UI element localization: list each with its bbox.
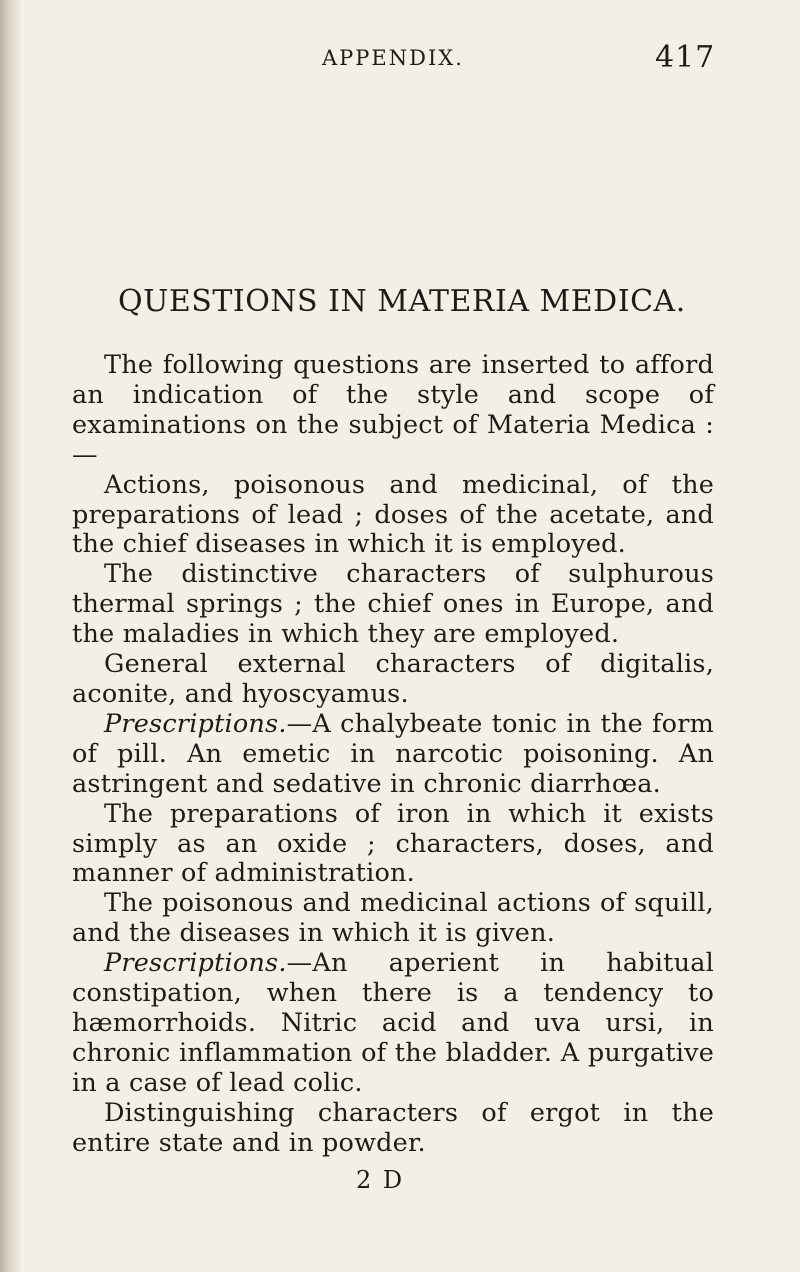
page-number: 417 bbox=[655, 40, 716, 75]
paragraph bbox=[72, 1099, 714, 1159]
paragraph bbox=[72, 351, 714, 471]
paragraph-text: —A chalybeate tonic in the form of pill. An emetic in narcotic poisoning. An astringent and sedative in chronic diarrhœa. bbox=[72, 708, 714, 799]
paragraph-lead: Prescriptions. bbox=[104, 948, 287, 979]
signature-mark: 2 D bbox=[356, 1166, 405, 1194]
section-title: QUESTIONS IN MATERIA MEDICA. bbox=[118, 284, 686, 319]
paragraph-text: General external characters of digitalis, aconite, and hyoscyamus. bbox=[72, 649, 714, 709]
paragraph-text: —An aperient in habitual constipation, when there is a tendency to hæmorrhoids. Nitric acid and uva ursi, in chronic inflammation of the bladder. A purgative in a case of lead colic. bbox=[72, 948, 714, 1098]
paragraph bbox=[72, 650, 714, 710]
paragraph bbox=[72, 471, 714, 561]
paragraph bbox=[72, 800, 714, 890]
page-edge-shadow bbox=[0, 0, 22, 1272]
paragraph bbox=[72, 889, 714, 949]
paragraph-text: Actions, poisonous and medicinal, of the preparations of lead ; doses of the acetate, and the chief diseases in which it is employed. bbox=[72, 469, 714, 560]
paragraph-text: The following questions are inserted to afford an indication of the style and scope of examinations on the subject of Materia Medica :— bbox=[72, 350, 714, 470]
paragraph bbox=[72, 949, 714, 1099]
paragraph-text: The distinctive characters of sulphurous thermal springs ; the chief ones in Europe, and the maladies in which they are employed. bbox=[72, 559, 714, 650]
paragraph-text: Distinguishing characters of ergot in the entire state and in powder. bbox=[72, 1097, 714, 1158]
body-text bbox=[72, 351, 714, 1158]
paragraph bbox=[72, 710, 714, 800]
running-head: APPENDIX. bbox=[322, 46, 464, 70]
paragraph bbox=[72, 560, 714, 650]
paragraph-lead: Prescriptions. bbox=[104, 708, 287, 739]
paragraph-text: The poisonous and medicinal actions of squill, and the diseases in which it is given. bbox=[72, 888, 714, 949]
paragraph-text: The preparations of iron in which it exists simply as an oxide ; characters, doses, and manner of administration. bbox=[72, 798, 714, 889]
